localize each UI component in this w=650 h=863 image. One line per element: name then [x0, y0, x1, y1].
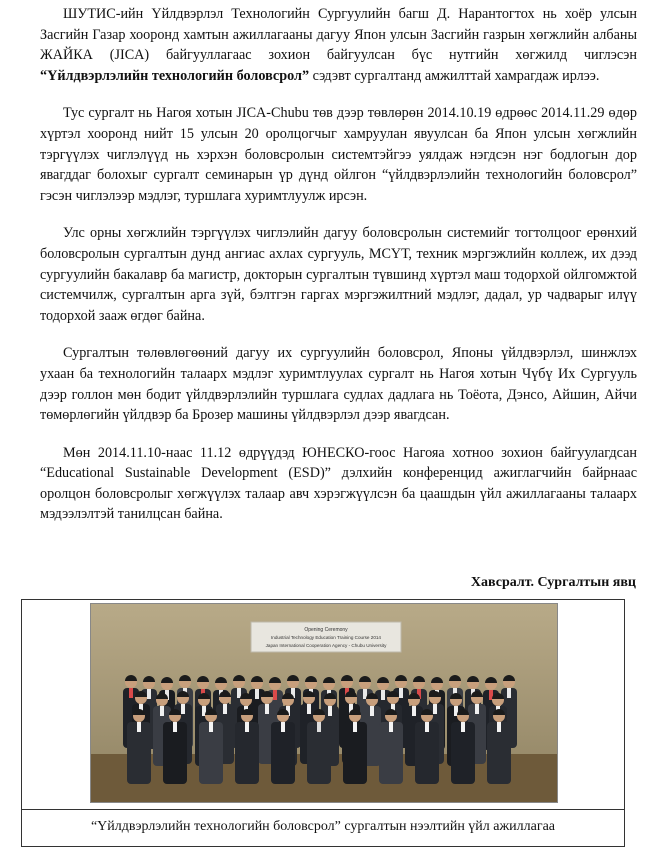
person-shirt: [412, 706, 416, 716]
person-shirt: [389, 722, 393, 732]
person-shirt: [265, 704, 269, 714]
person-shirt: [370, 706, 374, 716]
article-body: [40, 4, 637, 542]
person-shirt: [237, 688, 241, 698]
paragraph-1-tail: сэдэвт сургалтанд амжилттай хамрагдаж ирлээ.: [309, 67, 600, 84]
person-shirt: [381, 690, 385, 700]
figure-caption: “Үйлдвэрлэлийн технологийн боловсрол” сургалтын нээлтийн үйл ажиллагаа: [22, 809, 624, 848]
person-shirt: [425, 722, 429, 732]
person-shirt: [129, 688, 133, 698]
figure: [21, 599, 625, 847]
paragraph-1-lead: ШУТИС-ийн Үйлдвэрлэл Технологийн Сургуулийн багш Д. Нарантогтох нь хоёр улсын Засгийн Газар хооронд хамтын ажиллагааны дагуу Япон улсын Засгийн газрын хөгжлийн албаны ЖАЙКА (JICA) байгууллагаас зохион байгуулсан бүс нутгийн хөгжилд чиглэсэн: [40, 6, 637, 64]
paragraph-5: Мөн 2014.11.10-наас 11.12 өдрүүдэд ЮНЕСКО-гоос Нагояа хотноо зохион байгуулагдсан “Educational Sustainable Development (ESD)” дэлхийн конференцид ажиглагчийн байрнаас оролцон боловсролыг хөгжүүлэх талаар авч хэрэгжүүлсэн ба цаашдын үйл ажиллагааны талаарх мэдээлэлтэй танилцсан байна.: [40, 444, 637, 523]
course-title-bold: “Үйлдвэрлэлийн технологийн боловсрол”: [40, 67, 310, 84]
paragraph-2: Тус сургалт нь Нагоя хотын JICA-Chubu төв дээр төвлөрөн 2014.10.19 өдрөөс 2014.11.29 өдөр хүртэл хооронд нийт 15 улсын 20 оролцогчыг хамруулан явуулсан ба Япон улсын хөгжлийн тэргүүлэх чиглэлүүд нь хэрхэн боловсролын системтэйгээ уялдаж нэгдсэн нэг бодлогын дор явагддаг болохыг сургалт семинарын үр дүнд ойлгон “үйлдвэрлэлийн технологийн боловсрол” гэсэн чиглэлээр мэдлэг, туршлага хуримтлуулж ирсэн.: [40, 105, 637, 204]
person-shirt: [147, 689, 151, 699]
person-shirt: [223, 704, 227, 714]
person-shirt: [507, 688, 511, 698]
person-shirt: [273, 690, 277, 700]
person-shirt: [181, 704, 185, 714]
person-shirt: [328, 706, 332, 716]
person-shirt: [317, 722, 321, 732]
person-shirt: [173, 722, 177, 732]
paragraph-1: [40, 4, 637, 86]
banner-line-2: Industrial Technology Education Training Course 2014: [271, 635, 381, 640]
person-shirt: [281, 722, 285, 732]
person-shirt: [307, 704, 311, 714]
banner-line-1: Opening Ceremony: [304, 627, 348, 633]
paragraph-4: Сургалтын төлөвлөгөөний дагуу их сургуулийн боловсрол, Японы үйлдвэрлэл, шинжлэх ухаан ба технологийн талаарх мэдлэг хуримтлуулах сургалт нь Нагоя хотын Чүбү Их Сургууль дээр голлон мөн бодит үйлдвэрлэлийн туршлага судлах дадлага нь Тоёота, Дэнсо, Айшин, Айчи төмөрлөгийн үйлдвэр ба Брозер машины үйлдвэрлэл дээр явагдсан.: [40, 345, 637, 424]
photo-credit: Хавсралт. Сургалтын явц: [470, 575, 636, 590]
person-shirt: [433, 704, 437, 714]
person-shirt: [475, 704, 479, 714]
person-shirt: [461, 722, 465, 732]
person-shirt: [245, 722, 249, 732]
person-shirt: [399, 688, 403, 698]
person-shirt: [137, 722, 141, 732]
person-shirt: [353, 722, 357, 732]
person-shirt: [497, 722, 501, 732]
group-photo: [90, 603, 558, 803]
person-shirt: [160, 706, 164, 716]
person-shirt: [209, 722, 213, 732]
person-shirt: [255, 689, 259, 699]
paragraph-3: Улс орны хөгжлийн тэргүүлэх чиглэлийн дагуу боловсролын системийг тогтолцоог ерөнхий боловсролын сургалтын дунд ангиас ахлах сургууль, МСҮТ, техник мэргэжлийн коллеж, их дээд сургуулийн бакалавр ба магистр, докторын сургалтын түвшинд хүртэл маш тодорхой ойлгомжтой системчилж, сургалтын арга зүй, бэлтгэн гаргах мэргэжилтний мэдлэг, дадал, ур чадварыг илүү тодорхой зааж өгдөг байна.: [40, 225, 637, 324]
group-photo-illustration: [91, 604, 557, 802]
banner-line-3: Japan International Cooperation Agency - Chubu University: [265, 643, 387, 648]
